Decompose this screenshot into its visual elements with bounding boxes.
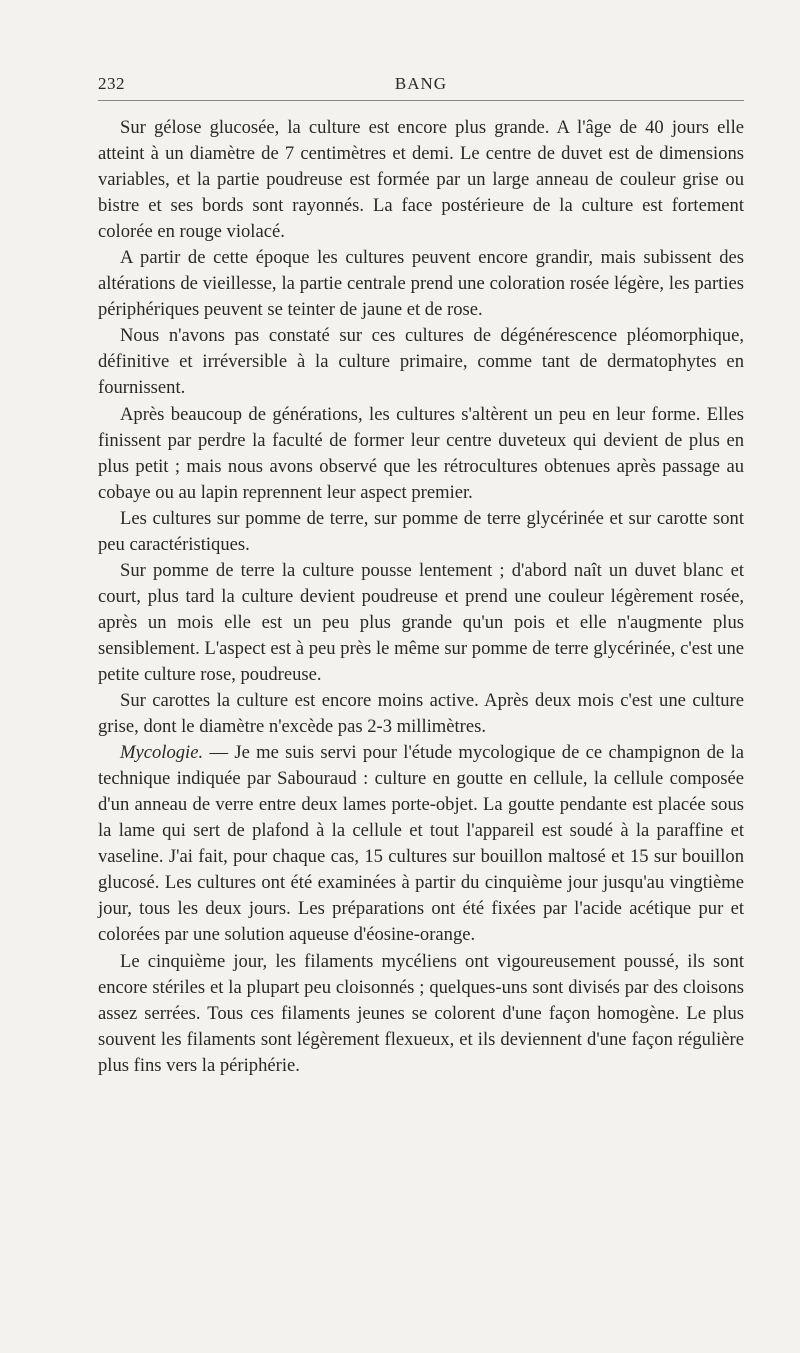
- paragraph-cinquieme-jour: Le cinquième jour, les filaments mycéliens ont vigoureusement poussé, ils sont encore stériles et la plupart peu cloisonnés ; quelques-uns sont divisés par des cloisons assez serrées. Tous ces filaments jeunes se colorent d'une façon homogène. Le plus souvent les filaments sont légèrement flexueux, et ils deviennent d'une façon régulière plus fins vers la périphérie.: [98, 950, 744, 1076]
- paragraph-mycologie-text: — Je me suis servi pour l'étude mycologique de ce champignon de la technique indiquée par Sabouraud : culture en goutte en cellule, la cellule composée d'un anneau de verre entre deux lames porte-objet. La goutte pendante est placée sous la lame qui sert de plafond à la cellule et tout l'appareil est soudé à la paraffine et vaseline. J'ai fait, pour chaque cas, 15 cultures sur bouillon maltosé et 15 sur bouillon glucosé. Les cultures ont été examinées à partir du cinquième jour jusqu'au vingtième jour, tous les deux jours. Les préparations ont été fixées par l'acide acétique pur et colorées par une solution aqueuse d'éosine-orange.: [98, 742, 744, 946]
- paragraph-gelose-glucosee: Sur gélose glucosée, la culture est encore plus grande. A l'âge de 40 jours elle atteint à un diamètre de 7 centimètres et demi. Le centre de duvet est de dimensions variables, et la partie poudreuse est formée par un large anneau de couleur grise ou bistre et ses bords sont rayonnés. La face postérieure de la culture est fortement colorée en rouge violacé.: [98, 117, 744, 243]
- paragraph-sur-pomme-de-terre: Sur pomme de terre la culture pousse lentement ; d'abord naît un duvet blanc et court, plus tard la culture devient poudreuse et prend une couleur légèrement rosée, après un mois elle est un peu plus grande qu'un pois et elle n'augmente plus sensiblement. L'aspect est à peu près le même sur pomme de terre glycérinée, c'est une petite culture rose, poudreuse.: [98, 559, 744, 685]
- paragraph-carottes: Sur carottes la culture est encore moins active. Après deux mois c'est une culture grise, dont le diamètre n'excède pas 2-3 millimètres.: [98, 690, 744, 738]
- book-page: [98, 70, 744, 1079]
- paragraph-generations: Après beaucoup de générations, les cultures s'altèrent un peu en leur forme. Elles finissent par perdre la faculté de former leur centre duveteux qui devient de plus en plus petit ; mais nous avons observé que les rétrocultures obtenues après passage au cobaye ou au lapin reprennent leur aspect premier.: [98, 403, 744, 503]
- body-text: [98, 115, 744, 1079]
- paragraph-cultures-pomme-de-terre: Les cultures sur pomme de terre, sur pomme de terre glycérinée et sur carotte sont peu caractéristiques.: [98, 507, 744, 555]
- running-title: BANG: [394, 74, 448, 93]
- paragraph-degenerescence: Nous n'avons pas constaté sur ces cultures de dégénérescence pléomorphique, définitive et irréversible à la culture primaire, comme tant de dermatophytes en fournissent.: [98, 325, 744, 399]
- section-lead-mycologie: Mycologie.: [120, 742, 204, 764]
- page-number: 232: [98, 74, 125, 93]
- header-rule: [98, 100, 744, 101]
- paragraph-mycologie: [98, 740, 744, 948]
- paragraph-vieillesse: A partir de cette époque les cultures peuvent encore grandir, mais subissent des altérations de vieillesse, la partie centrale prend une coloration rosée légère, les parties périphériques peuvent se teinter de jaune et de rose.: [98, 247, 744, 321]
- running-head: [98, 70, 744, 100]
